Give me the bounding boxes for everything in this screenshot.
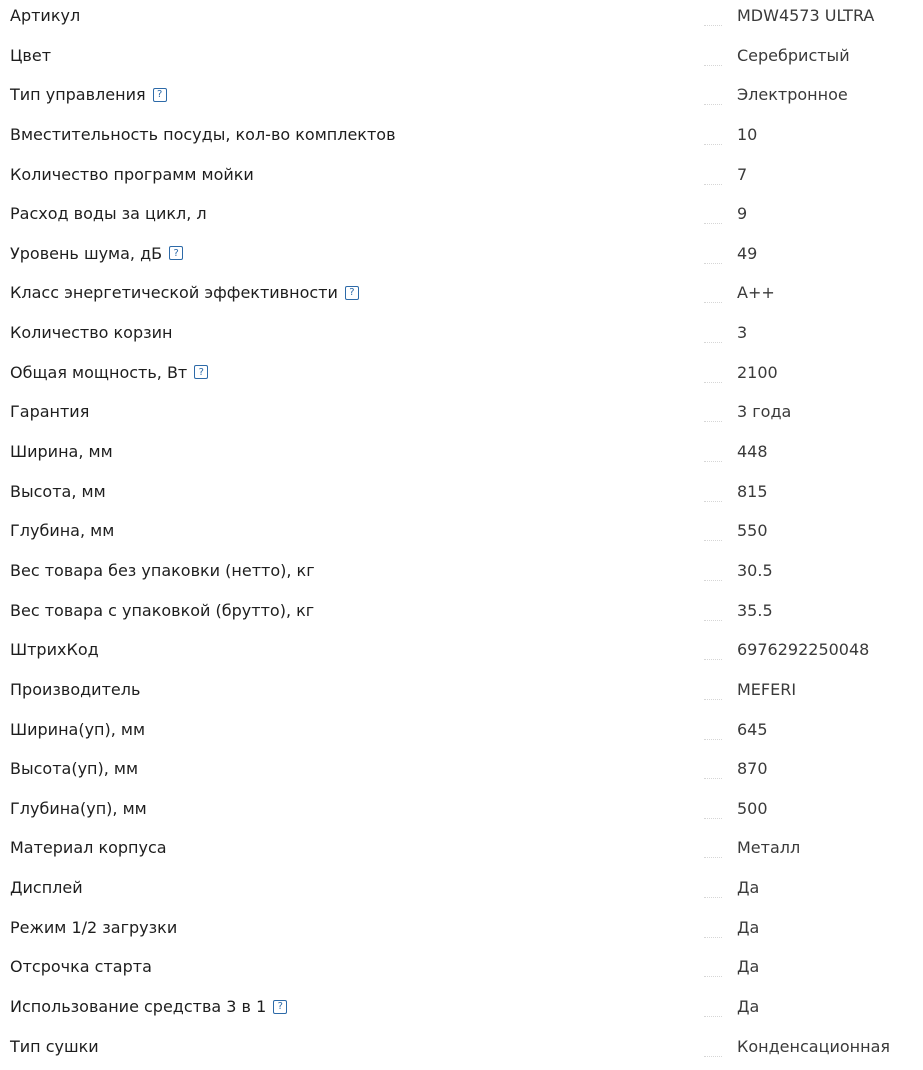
dotted-leader — [704, 461, 722, 462]
spec-label — [10, 720, 145, 739]
spec-value: A++ — [737, 283, 775, 303]
spec-value: MEFERI — [737, 679, 797, 699]
spec-row — [0, 951, 923, 991]
spec-value: Металл — [737, 838, 801, 858]
dotted-leader — [704, 302, 722, 303]
spec-label-text: Глубина, мм — [10, 521, 115, 541]
dotted-leader — [704, 699, 722, 700]
spec-value: 448 — [737, 442, 768, 462]
spec-row — [0, 198, 923, 238]
spec-label — [10, 878, 83, 897]
spec-label-text: Материал корпуса — [10, 838, 167, 858]
dotted-leader — [704, 342, 722, 343]
dotted-leader — [704, 739, 722, 740]
spec-value: Да — [737, 957, 760, 977]
spec-row — [0, 634, 923, 674]
spec-label-text: Ширина(уп), мм — [10, 719, 146, 739]
spec-label — [10, 997, 287, 1016]
spec-label-text: Режим 1/2 загрузки — [10, 917, 178, 937]
spec-label — [10, 85, 167, 104]
spec-value: 2100 — [737, 362, 778, 382]
spec-label-text: Высота, мм — [10, 481, 106, 501]
help-icon[interactable]: ? — [153, 88, 167, 102]
spec-value: 30.5 — [737, 560, 773, 580]
spec-row — [0, 0, 923, 40]
dotted-leader — [704, 501, 722, 502]
spec-row — [0, 912, 923, 952]
dotted-leader — [704, 1016, 722, 1017]
spec-value: Электронное — [737, 85, 848, 105]
dotted-leader — [704, 976, 722, 977]
spec-row — [0, 595, 923, 635]
spec-row — [0, 476, 923, 516]
dotted-leader — [704, 184, 722, 185]
spec-label — [10, 482, 106, 501]
spec-value: 6976292250048 — [737, 640, 870, 660]
spec-row — [0, 79, 923, 119]
spec-value: Конденсационная — [737, 1036, 891, 1056]
dotted-leader — [704, 897, 722, 898]
spec-value: 9 — [737, 204, 748, 224]
spec-label-text: Уровень шума, дБ — [10, 243, 163, 263]
spec-label — [10, 204, 207, 223]
spec-value: 500 — [737, 798, 768, 818]
spec-row — [0, 238, 923, 278]
help-icon[interactable]: ? — [169, 246, 183, 260]
spec-value: 3 — [737, 323, 748, 343]
spec-label — [10, 1037, 99, 1056]
spec-row — [0, 793, 923, 833]
spec-label — [10, 323, 172, 342]
spec-label — [10, 918, 177, 937]
spec-row — [0, 159, 923, 199]
spec-label-text: Тип управления — [10, 85, 146, 105]
spec-label — [10, 680, 140, 699]
spec-label-text: Цвет — [10, 45, 52, 65]
spec-label-text: Производитель — [10, 679, 141, 699]
spec-label — [10, 601, 314, 620]
spec-label-text: Класс энергетической эффективности — [10, 283, 338, 303]
spec-label — [10, 442, 113, 461]
spec-row — [0, 277, 923, 317]
dotted-leader — [704, 778, 722, 779]
spec-row — [0, 714, 923, 754]
help-icon[interactable]: ? — [345, 286, 359, 300]
spec-label-text: Гарантия — [10, 402, 90, 422]
spec-label — [10, 125, 396, 144]
spec-value: 7 — [737, 164, 748, 184]
spec-value: Да — [737, 917, 760, 937]
spec-label — [10, 363, 208, 382]
spec-label — [10, 402, 89, 421]
help-icon[interactable]: ? — [273, 1000, 287, 1014]
spec-row — [0, 1031, 923, 1070]
spec-value: Да — [737, 997, 760, 1017]
spec-label — [10, 640, 99, 659]
spec-label — [10, 244, 183, 263]
spec-label — [10, 799, 147, 818]
spec-row — [0, 991, 923, 1031]
spec-value: 3 года — [737, 402, 792, 422]
spec-label-text: Вместительность посуды, кол-во комплектов — [10, 124, 396, 144]
spec-label — [10, 165, 254, 184]
spec-label-text: Высота(уп), мм — [10, 759, 139, 779]
spec-row — [0, 753, 923, 793]
spec-row — [0, 832, 923, 872]
spec-row — [0, 436, 923, 476]
spec-label — [10, 46, 51, 65]
spec-row — [0, 317, 923, 357]
spec-row — [0, 872, 923, 912]
dotted-leader — [704, 937, 722, 938]
spec-label-text: Ширина, мм — [10, 442, 113, 462]
spec-value: 550 — [737, 521, 768, 541]
help-icon[interactable]: ? — [194, 365, 208, 379]
spec-row — [0, 357, 923, 397]
dotted-leader — [704, 620, 722, 621]
spec-value: 645 — [737, 719, 768, 739]
dotted-leader — [704, 818, 722, 819]
spec-label-text: Количество программ мойки — [10, 164, 254, 184]
dotted-leader — [704, 104, 722, 105]
spec-label — [10, 561, 315, 580]
spec-label-text: Дисплей — [10, 878, 83, 898]
dotted-leader — [704, 25, 722, 26]
spec-row — [0, 119, 923, 159]
spec-label-text: Артикул — [10, 6, 81, 25]
spec-label-text: Использование средства 3 в 1 — [10, 997, 267, 1017]
spec-row — [0, 515, 923, 555]
spec-value: 815 — [737, 481, 768, 501]
spec-row — [0, 40, 923, 80]
spec-value: 35.5 — [737, 600, 773, 620]
spec-label — [10, 6, 80, 25]
spec-row — [0, 555, 923, 595]
spec-value: Да — [737, 878, 760, 898]
spec-label-text: Отсрочка старта — [10, 957, 152, 977]
dotted-leader — [704, 857, 722, 858]
spec-value: Серебристый — [737, 45, 850, 65]
dotted-leader — [704, 382, 722, 383]
spec-label — [10, 759, 138, 778]
spec-value: 10 — [737, 124, 758, 144]
spec-label-text: ШтрихКод — [10, 640, 99, 660]
spec-label — [10, 957, 152, 976]
spec-value: MDW4573 ULTRA — [737, 6, 875, 25]
spec-row — [0, 396, 923, 436]
spec-label — [10, 521, 114, 540]
spec-value: 49 — [737, 243, 758, 263]
dotted-leader — [704, 223, 722, 224]
dotted-leader — [704, 540, 722, 541]
spec-label-text: Расход воды за цикл, л — [10, 204, 207, 224]
spec-row — [0, 674, 923, 714]
spec-value: 870 — [737, 759, 768, 779]
dotted-leader — [704, 659, 722, 660]
spec-label-text: Глубина(уп), мм — [10, 798, 147, 818]
spec-label-text: Общая мощность, Вт — [10, 362, 188, 382]
spec-label — [10, 283, 359, 302]
spec-label-text: Вес товара с упаковкой (брутто), кг — [10, 600, 315, 620]
spec-label-text: Количество корзин — [10, 323, 173, 343]
dotted-leader — [704, 263, 722, 264]
dotted-leader — [704, 421, 722, 422]
spec-label-text: Тип сушки — [10, 1036, 99, 1056]
dotted-leader — [704, 580, 722, 581]
dotted-leader — [704, 65, 722, 66]
dotted-leader — [704, 144, 722, 145]
spec-label-text: Вес товара без упаковки (нетто), кг — [10, 560, 315, 580]
spec-label — [10, 838, 167, 857]
